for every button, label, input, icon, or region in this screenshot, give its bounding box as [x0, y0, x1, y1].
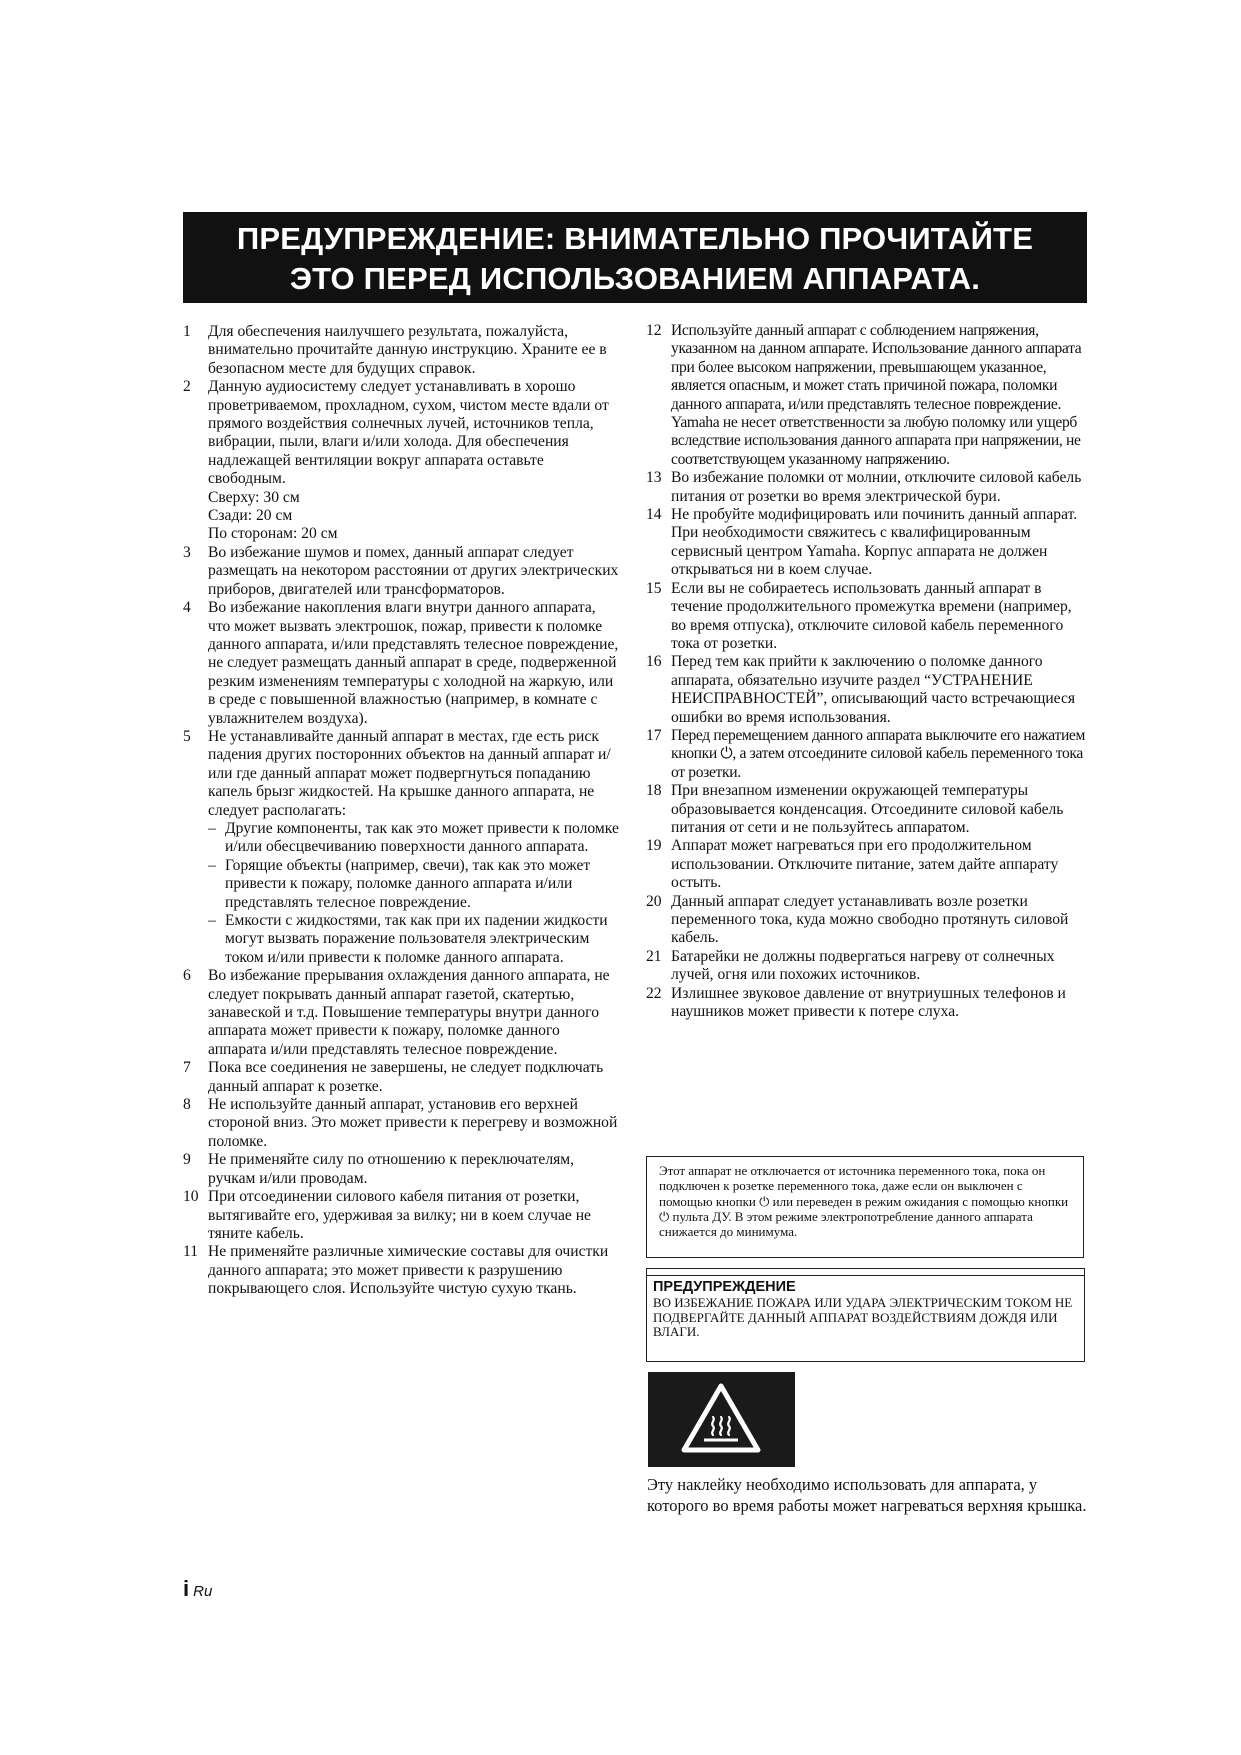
item-number: 19 — [646, 837, 662, 855]
sticker-caption: Эту наклейку необходимо использовать для аппарата, у которого во время работы может нагреваться верхняя крышка. — [647, 1475, 1087, 1515]
sub-item — [208, 912, 620, 967]
list-item — [646, 837, 1088, 892]
item-number: 11 — [183, 1243, 199, 1261]
item-text: Используйте данный аппарат с соблюдением напряжения, указанном на данном аппарате. Использование данного аппарата при более высоком напряжении, превышающем указанное, является опасным, и может стать причиной пожара, поломки данного аппарата, и/или представлять телесное повреждение. Yamaha не несет ответственности за любую поломку или ущерб вследствие использования данного аппарата при напряжении, не соответствующем указанному напряжению. — [671, 322, 1082, 468]
item-number: 18 — [646, 782, 662, 800]
list-item — [183, 1243, 620, 1298]
list-item — [183, 378, 620, 544]
item-text: Не устанавливайте данный аппарат в местах, где есть риск падения других посторонних объектов на данный аппарат и/или где данный аппарат может подвергнуться попаданию капель брызг жидкостей. На крышке данного аппарата, не следует располагать: — [208, 727, 611, 819]
item-text: Во избежание прерывания охлаждения данного аппарата, не следует покрывать данный аппарат газетой, скатертью, занавеской и т.д. Повышение температуры внутри данного аппарата может привести к пожару, поломке данного аппарата и/или представлять телесное повреждение. — [208, 967, 610, 1058]
item-number: 3 — [183, 543, 191, 561]
list-item — [646, 506, 1088, 580]
clearance-top: Сверху: 30 см — [208, 488, 300, 506]
item-number: 15 — [646, 579, 662, 597]
item-text: Батарейки не должны подвергаться нагреву от солнечных лучей, огня или похожих источников. — [671, 947, 1055, 984]
list-item — [646, 469, 1088, 506]
list-item — [183, 967, 620, 1059]
item-number: 5 — [183, 727, 191, 745]
item-number: 7 — [183, 1059, 191, 1077]
language-code: Ru — [193, 1583, 213, 1600]
standby-notice-text: Этот аппарат не отключается от источника переменного тока, пока он подключен к розетке переменного тока, даже если он выключен с помощью кнопки ⏻ или переведен в режим ожидания с помощью кнопки ⏻ пульта ДУ. В этом режиме электропотребление данного аппарата снижается до минимума. — [659, 1163, 1069, 1240]
page-number: i — [183, 1576, 190, 1601]
dash-bullet: – — [208, 856, 216, 874]
dash-bullet: – — [208, 819, 216, 837]
item-text: Данную аудиосистему следует устанавливать в хорошо проветриваемом, прохладном, сухом, чистом месте вдали от прямого воздействия солнечных лучей, источников тепла, вибрации, пыли, влаги и/или холода. Для обеспечения надлежащей вентиляции вокруг аппарата оставьте свободным. — [208, 378, 609, 488]
item-number: 13 — [646, 469, 662, 487]
item-text: Для обеспечения наилучшего результата, пожалуйста, внимательно прочитайте данную инструкцию. Храните ее в безопасном месте для будущих справок. — [208, 323, 607, 377]
banner-line-1: ПРЕДУПРЕЖДЕНИЕ: ВНИМАТЕЛЬНО ПРОЧИТАЙТЕ — [236, 221, 1034, 256]
right-column — [646, 322, 1088, 1021]
item-number: 20 — [646, 892, 662, 910]
list-item — [183, 544, 620, 599]
item-text: Перед тем как прийти к заключению о поломке данного аппарата, обязательно изучите раздел “УСТРАНЕНИЕ НЕИСПРАВНОСТЕЙ”, описывающий часто встречающиеся ошибки во время использования. — [671, 653, 1076, 726]
sub-item-text: Горящие объекты (например, свечи), так как это может привести к пожару, поломке данного аппарата и/или представлять телесное повреждение. — [225, 856, 591, 911]
item-text: При отсоединении силового кабеля питания от розетки, вытягивайте его, удерживая за вилку; ни в коем случае не тяните кабель. — [208, 1188, 591, 1242]
list-item — [646, 948, 1088, 985]
item-text: Не применяйте силу по отношению к переключателям, ручкам и/или проводам. — [208, 1151, 575, 1187]
item-text: Перед перемещением данного аппарата выключите его нажатием кнопки ⏻, а затем отсоедините силовой кабель переменного тока от розетки. — [671, 726, 1086, 781]
item-number: 2 — [183, 378, 191, 396]
list-item — [183, 1096, 620, 1151]
warning-text: ВО ИЗБЕЖАНИЕ ПОЖАРА ИЛИ УДАРА ЭЛЕКТРИЧЕСКИМ ТОКОМ НЕ ПОДВЕРГАЙТЕ ДАННЫЙ АППАРАТ ВОЗДЕЙСТВИЯМ ДОЖДЯ ИЛИ ВЛАГИ. — [653, 1295, 1073, 1339]
list-item — [646, 727, 1088, 782]
banner-line-2: ЭТО ПЕРЕД ИСПОЛЬЗОВАНИЕМ АППАРАТА. — [289, 261, 981, 296]
item-text: Аппарат может нагреваться при его продолжительном использовании. Отключите питание, затем дайте аппарату остыть. — [671, 837, 1059, 892]
warning-banner — [183, 212, 1087, 303]
item-number: 4 — [183, 599, 191, 617]
sub-item-text: Емкости с жидкостями, так как при их падении жидкости могут вызвать поражение пользователя электрическим током и/или привести к поломке данного аппарата. — [225, 912, 608, 966]
list-item — [183, 1151, 620, 1188]
item-text: Данный аппарат следует устанавливать возле розетки переменного тока, куда можно свободно протянуть силовой кабель. — [671, 892, 1069, 947]
item-number: 14 — [646, 506, 662, 524]
item-text: Не пробуйте модифицировать или починить данный аппарат. При необходимости свяжитесь с квалифицированным сервисный центром Yamaha. Корпус аппарата не должен открываться ни в коем случае. — [671, 506, 1078, 579]
warning-title: ПРЕДУПРЕЖДЕНИЕ — [647, 1275, 1084, 1296]
item-text: Пока все соединения не завершены, не следует подключать данный аппарат к розетке. — [208, 1059, 604, 1095]
sub-item — [208, 820, 620, 857]
item-number: 9 — [183, 1151, 191, 1169]
list-item — [646, 653, 1088, 727]
item-number: 22 — [646, 984, 662, 1002]
clearance-sides: По сторонам: 20 см — [208, 525, 338, 543]
page-footer — [183, 1576, 212, 1602]
item-number: 6 — [183, 967, 191, 985]
list-item — [646, 893, 1088, 948]
list-item — [183, 728, 620, 967]
hot-surface-warning-icon — [648, 1372, 795, 1467]
list-item — [646, 580, 1088, 654]
item-number: 12 — [646, 322, 662, 339]
list-item — [183, 323, 620, 378]
list-item — [183, 1188, 620, 1243]
item-number: 10 — [183, 1188, 199, 1206]
list-item — [646, 782, 1088, 837]
warning-box — [646, 1268, 1085, 1362]
sub-item-text: Другие компоненты, так как это может привести к поломке и/или обесцвечиванию поверхности данного аппарата. — [225, 819, 619, 856]
item-text: При внезапном изменении окружающей температуры образовывается конденсация. Отсоедините силовой кабель питания от сети и не пользуйтесь аппаратом. — [671, 782, 1064, 836]
left-column — [183, 323, 620, 1299]
item-text: Во избежание накопления влаги внутри данного аппарата, что может вызвать электрошок, пожар, привести к поломке данного аппарата, и/или представлять телесное повреждение, не следует размещать данный аппарат в среде, подверженной резким изменениям температуры с холодной на жаркую, или в среде с повышенной влажностью (например, в комнате с увлажнителем воздуха). — [208, 599, 619, 727]
item-text: Излишнее звуковое давление от внутриушных телефонов и наушников может привести к потере слуха. — [671, 984, 1066, 1021]
sub-item — [208, 857, 620, 912]
list-item — [646, 985, 1088, 1022]
item-number: 16 — [646, 653, 662, 671]
list-item — [183, 599, 620, 728]
item-text: Не применяйте различные химические составы для очистки данного аппарата; это может привести к разрушению покрывающего слоя. Используйте чистую сухую ткань. — [208, 1243, 609, 1298]
item-text: Во избежание шумов и помех, данный аппарат следует размещать на некотором расстоянии от других электрических приборов, двигателей или трансформаторов. — [208, 543, 619, 598]
list-item — [183, 1059, 620, 1096]
item-number: 1 — [183, 323, 191, 340]
item-text: Во избежание поломки от молнии, отключите силовой кабель питания от розетки во время электрической бури. — [671, 469, 1082, 505]
item-text: Не используйте данный аппарат, установив его верхней стороной вниз. Это может привести к перегреву и возможной поломке. — [208, 1096, 618, 1150]
list-item — [646, 322, 1088, 469]
item-number: 8 — [183, 1096, 191, 1114]
item-text: Если вы не собираетесь использовать данный аппарат в течение продолжительного промежутка времени (например, во время отпуска), отключите силовой кабель переменного тока от розетки. — [671, 579, 1072, 652]
standby-notice-box — [646, 1156, 1084, 1258]
item-number: 17 — [646, 726, 662, 744]
dash-bullet: – — [208, 912, 216, 929]
item-number: 21 — [646, 947, 662, 965]
clearance-back: Сзади: 20 см — [208, 507, 293, 525]
